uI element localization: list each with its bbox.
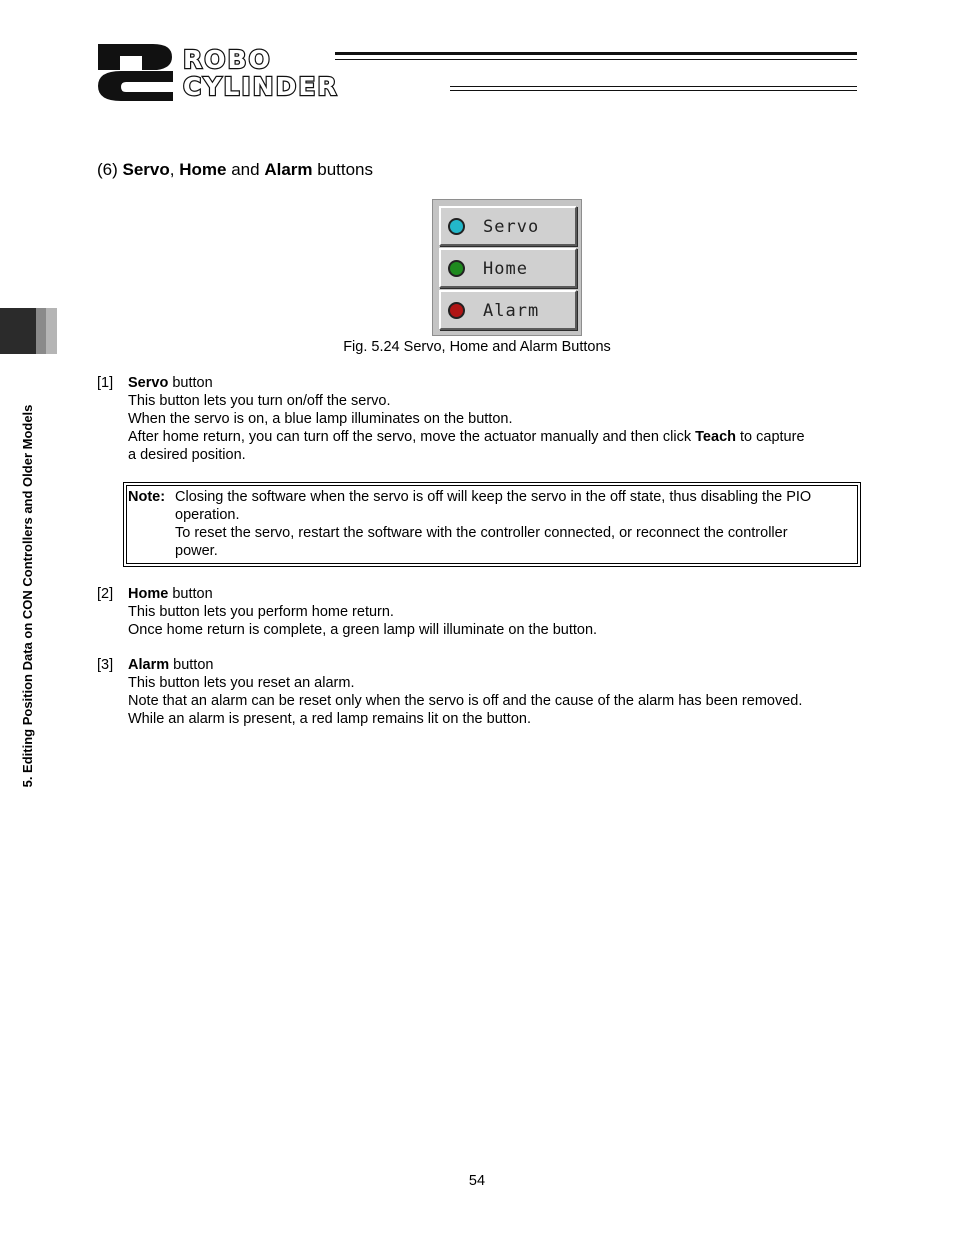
item-3-title-suffix: button	[173, 657, 214, 673]
rc-logo-mark	[95, 42, 190, 102]
item-2-title	[128, 585, 213, 603]
heading-home: Home	[179, 160, 227, 179]
alarm-button[interactable]	[439, 290, 577, 330]
item-2-title-bold: Home	[128, 586, 169, 602]
note-line: Closing the software when the servo is off will keep the servo in the off state, thus disabling the PIO	[175, 489, 812, 505]
item-3-line: While an alarm is present, a red lamp remains lit on the button.	[128, 711, 531, 727]
item-1-line: This button lets you turn on/off the servo.	[128, 393, 391, 409]
section-number: (6)	[97, 160, 118, 179]
item-1-line3-pre: After home return, you can turn off the servo, move the actuator manually and then click	[128, 429, 692, 445]
home-button[interactable]	[439, 248, 577, 288]
item-3-title-bold: Alarm	[128, 657, 170, 673]
servo-button[interactable]	[439, 206, 577, 246]
item-2-title-suffix: button	[172, 586, 213, 602]
teach-keyword: Teach	[695, 429, 736, 445]
note-line: To reset the servo, restart the software with the controller connected, or reconnect the controller	[175, 525, 788, 541]
item-1-line: When the servo is on, a blue lamp illuminates on the button.	[128, 411, 513, 427]
home-button-label: Home	[483, 259, 528, 279]
heading-alarm: Alarm	[264, 160, 313, 179]
item-2-number: [2]	[97, 586, 114, 602]
heading-servo: Servo	[122, 160, 170, 179]
item-1-title	[128, 374, 213, 392]
figure-caption: Fig. 5.24 Servo, Home and Alarm Buttons	[343, 339, 611, 355]
alarm-button-label: Alarm	[483, 301, 540, 321]
note-line: power.	[175, 543, 218, 559]
servo-home-alarm-panel	[432, 199, 582, 336]
home-lamp-icon	[448, 260, 465, 277]
logo-rule-top	[335, 52, 857, 60]
item-3-title	[128, 656, 213, 674]
item-3-line: Note that an alarm can be reset only when the servo is off and the cause of the alarm has been removed.	[128, 693, 803, 709]
heading-and: and	[231, 160, 260, 179]
item-1-title-bold: Servo	[128, 375, 169, 391]
item-1-line	[128, 428, 805, 446]
item-1-number: [1]	[97, 375, 114, 391]
logo-rule-bottom	[450, 86, 857, 91]
section-heading	[97, 160, 373, 180]
item-2-line: Once home return is complete, a green lamp will illuminate on the button.	[128, 622, 598, 638]
chapter-side-label: 5. Editing Position Data on CON Controllers and Older Models	[20, 404, 35, 788]
page-number: 54	[468, 1173, 486, 1189]
item-3-number: [3]	[97, 657, 114, 673]
servo-lamp-icon	[448, 218, 465, 235]
heading-comma: ,	[169, 160, 175, 179]
note-line: operation.	[175, 507, 240, 523]
item-3-line: This button lets you reset an alarm.	[128, 675, 355, 691]
heading-buttons: buttons	[317, 160, 373, 179]
note-label: Note:	[128, 489, 166, 505]
servo-button-label: Servo	[483, 217, 540, 237]
item-1-title-suffix: button	[172, 375, 213, 391]
logo-text-cylinder: CYLINDER	[183, 72, 339, 101]
item-1-line3-post: to capture	[740, 429, 805, 445]
alarm-lamp-icon	[448, 302, 465, 319]
item-2-line: This button lets you perform home return.	[128, 604, 394, 620]
robo-cylinder-logo	[95, 42, 860, 102]
logo-text-robo: ROBO	[183, 45, 272, 74]
item-1-line: a desired position.	[128, 447, 246, 463]
